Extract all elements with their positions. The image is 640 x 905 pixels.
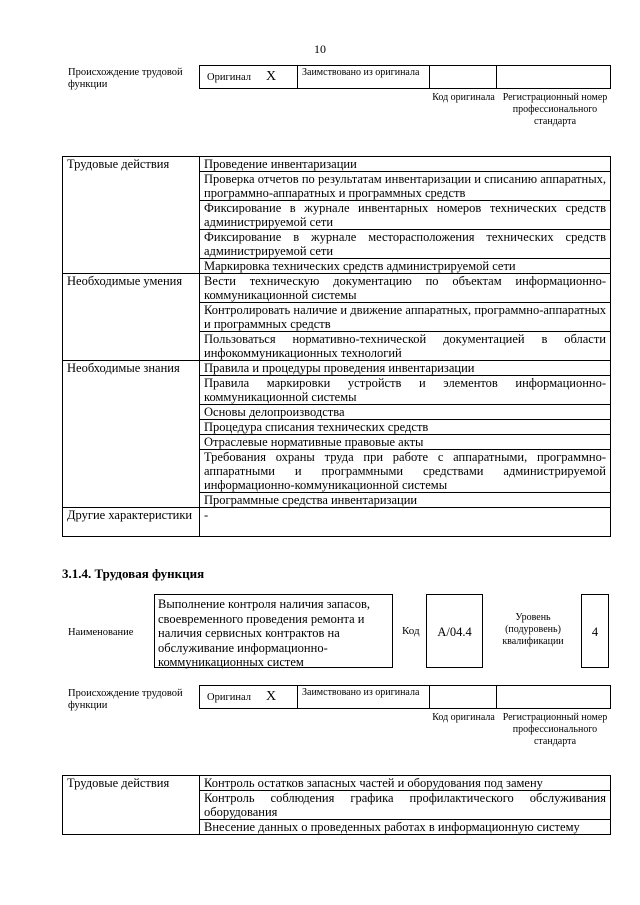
original-mark: X [266, 689, 277, 704]
code-caption: Код оригинала [432, 712, 495, 723]
code-caption: Код оригинала [432, 92, 495, 103]
other-header: Другие характеристики [63, 508, 200, 537]
origin-label: Происхождение трудовой функции [68, 67, 183, 90]
knowledge-item: Правила маркировки устройств и элементов информационно-коммуникационной системы [200, 376, 611, 405]
section-title: 3.1.4. Трудовая функция [62, 566, 205, 581]
level-value-box: 4 [581, 594, 609, 668]
labor-action: Контроль соблюдения графика профилактического обслуживания оборудования [200, 791, 611, 820]
labor-action: Проверка отчетов по результатам инвентаризации и списанию аппаратных, программно-аппаратных и программных средств [200, 172, 611, 201]
level-label: Уровень (подуровень) квалификации [502, 612, 564, 647]
knowledge-item: Основы делопроизводства [200, 405, 611, 420]
borrowed-label: Заимствовано из оригинала [298, 66, 430, 88]
name-label: Наименование [68, 627, 134, 638]
knowledge-header: Необходимые знания [63, 361, 200, 508]
reg-caption: Регистрационный номер профессионального стандарта [502, 92, 608, 127]
skill: Пользоваться нормативно-технической документацией в области инфокоммуникационных технологий [200, 332, 611, 361]
labor-function-table [62, 156, 611, 537]
skill: Вести техническую документацию по объектам информационно-коммуникационной системы [200, 274, 611, 303]
original-label: Оригинал [207, 692, 251, 703]
reg-caption: Регистрационный номер профессионального стандарта [502, 712, 608, 747]
labor-action: Фиксирование в журнале инвентарных номеров технических средств администрируемой сети [200, 201, 611, 230]
origin-original-cell [200, 66, 298, 88]
knowledge-item: Требования охраны труда при работе с аппаратными, программно-аппаратными и программными средствами администрируемой информационно-коммуникационной системы [200, 450, 611, 493]
labor-action: Маркировка технических средств администрируемой сети [200, 259, 611, 274]
origin-original-cell [200, 686, 298, 708]
labor-action: Контроль остатков запасных частей и оборудования под замену [200, 776, 611, 791]
code-label: Код [402, 625, 420, 637]
other-value: - [200, 508, 611, 537]
skills-header: Необходимые умения [63, 274, 200, 361]
origin-box [199, 65, 611, 89]
labor-action: Проведение инвентаризации [200, 157, 611, 172]
origin-reg-cell [497, 686, 610, 708]
function-code-box: А/04.4 [426, 594, 483, 668]
original-mark: X [266, 69, 277, 84]
knowledge-item: Отраслевые нормативные правовые акты [200, 435, 611, 450]
knowledge-item: Программные средства инвентаризации [200, 493, 611, 508]
labor-action: Фиксирование в журнале месторасположения технических средств администрируемой сети [200, 230, 611, 259]
labor-actions-header: Трудовые действия [63, 776, 200, 835]
knowledge-item: Правила и процедуры проведения инвентаризации [200, 361, 611, 376]
origin-code-cell [430, 66, 497, 88]
function-name-box: Выполнение контроля наличия запасов, своевременного проведения ремонта и наличия сервисных контрактов на обслуживание информационно-коммуникационных систем [154, 594, 393, 668]
origin-label: Происхождение трудовой функции [68, 688, 183, 711]
labor-actions-header: Трудовые действия [63, 157, 200, 274]
knowledge-item: Процедура списания технических средств [200, 420, 611, 435]
original-label: Оригинал [207, 72, 251, 83]
origin-code-cell [430, 686, 497, 708]
labor-action: Внесение данных о проведенных работах в информационную систему [200, 820, 611, 835]
skill: Контролировать наличие и движение аппаратных, программно-аппаратных и программных средств [200, 303, 611, 332]
borrowed-label: Заимствовано из оригинала [298, 686, 430, 708]
labor-function-table-2 [62, 775, 611, 835]
origin-reg-cell [497, 66, 610, 88]
page-number: 10 [314, 42, 326, 56]
origin-box [199, 685, 611, 709]
